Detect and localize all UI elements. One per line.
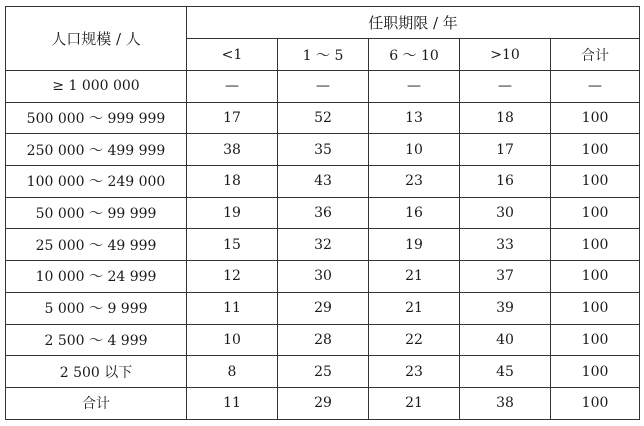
cell-6-10: 21 <box>369 261 460 293</box>
table-row <box>6 261 640 293</box>
cell-gt10: 18 <box>460 102 551 134</box>
cell-lt1: 11 <box>187 292 278 324</box>
cell-1-5: 43 <box>278 166 369 198</box>
cell-total: 100 <box>551 292 640 324</box>
table-row-total <box>6 387 640 419</box>
table-body <box>6 71 640 420</box>
cell-total: 100 <box>551 166 640 198</box>
cell-gt10: — <box>460 71 551 103</box>
cell-gt10: 33 <box>460 229 551 261</box>
cell-lt1: 18 <box>187 166 278 198</box>
row-label: ≥ 1 000 000 <box>6 71 187 103</box>
table-row <box>6 324 640 356</box>
cell-6-10: 21 <box>369 387 460 419</box>
table-row <box>6 71 640 103</box>
row-label: 500 000 ～ 999 999 <box>6 102 187 134</box>
cell-gt10: 30 <box>460 197 551 229</box>
row-label: 25 000 ～ 49 999 <box>6 229 187 261</box>
table-row <box>6 229 640 261</box>
cell-1-5: 29 <box>278 387 369 419</box>
cell-gt10: 39 <box>460 292 551 324</box>
cell-total: — <box>551 71 640 103</box>
cell-total: 100 <box>551 356 640 388</box>
cell-gt10: 17 <box>460 134 551 166</box>
cell-1-5: 35 <box>278 134 369 166</box>
table-row <box>6 166 640 198</box>
column-header-1-5: 1 ～ 5 <box>278 39 369 71</box>
cell-total: 100 <box>551 324 640 356</box>
cell-gt10: 38 <box>460 387 551 419</box>
cell-lt1: 11 <box>187 387 278 419</box>
cell-lt1: 17 <box>187 102 278 134</box>
cell-1-5: 25 <box>278 356 369 388</box>
cell-lt1: — <box>187 71 278 103</box>
cell-gt10: 45 <box>460 356 551 388</box>
column-header-lt1: <1 <box>187 39 278 71</box>
cell-6-10: 23 <box>369 356 460 388</box>
cell-lt1: 8 <box>187 356 278 388</box>
cell-6-10: 13 <box>369 102 460 134</box>
tenure-by-population-table <box>5 6 640 420</box>
cell-6-10: — <box>369 71 460 103</box>
cell-6-10: 21 <box>369 292 460 324</box>
row-label: 10 000 ～ 24 999 <box>6 261 187 293</box>
cell-lt1: 10 <box>187 324 278 356</box>
cell-total: 100 <box>551 229 640 261</box>
cell-lt1: 38 <box>187 134 278 166</box>
table-header <box>6 7 640 71</box>
cell-1-5: 52 <box>278 102 369 134</box>
column-header-total: 合计 <box>551 39 640 71</box>
cell-1-5: 36 <box>278 197 369 229</box>
cell-1-5: 28 <box>278 324 369 356</box>
table-row <box>6 356 640 388</box>
cell-total: 100 <box>551 134 640 166</box>
cell-total: 100 <box>551 102 640 134</box>
column-header-gt10: >10 <box>460 39 551 71</box>
header-row-1 <box>6 7 640 39</box>
cell-gt10: 37 <box>460 261 551 293</box>
row-label: 合计 <box>6 387 187 419</box>
cell-6-10: 10 <box>369 134 460 166</box>
cell-1-5: 29 <box>278 292 369 324</box>
tenure-period-header: 任职期限 / 年 <box>187 7 640 39</box>
cell-6-10: 19 <box>369 229 460 261</box>
cell-1-5: — <box>278 71 369 103</box>
table-row <box>6 292 640 324</box>
cell-6-10: 16 <box>369 197 460 229</box>
cell-total: 100 <box>551 197 640 229</box>
row-label: 2 500 以下 <box>6 356 187 388</box>
cell-lt1: 12 <box>187 261 278 293</box>
cell-gt10: 16 <box>460 166 551 198</box>
row-label: 250 000 ～ 499 999 <box>6 134 187 166</box>
cell-6-10: 23 <box>369 166 460 198</box>
cell-1-5: 30 <box>278 261 369 293</box>
table-row <box>6 197 640 229</box>
row-label: 50 000 ～ 99 999 <box>6 197 187 229</box>
population-size-header: 人口规模 / 人 <box>6 7 187 71</box>
cell-lt1: 19 <box>187 197 278 229</box>
cell-lt1: 15 <box>187 229 278 261</box>
cell-total: 100 <box>551 261 640 293</box>
tenure-table-wrapper <box>5 6 639 420</box>
cell-6-10: 22 <box>369 324 460 356</box>
cell-total: 100 <box>551 387 640 419</box>
table-row <box>6 134 640 166</box>
row-label: 2 500 ～ 4 999 <box>6 324 187 356</box>
row-label: 100 000 ～ 249 000 <box>6 166 187 198</box>
row-label: 5 000 ～ 9 999 <box>6 292 187 324</box>
table-row <box>6 102 640 134</box>
cell-1-5: 32 <box>278 229 369 261</box>
column-header-6-10: 6 ～ 10 <box>369 39 460 71</box>
cell-gt10: 40 <box>460 324 551 356</box>
